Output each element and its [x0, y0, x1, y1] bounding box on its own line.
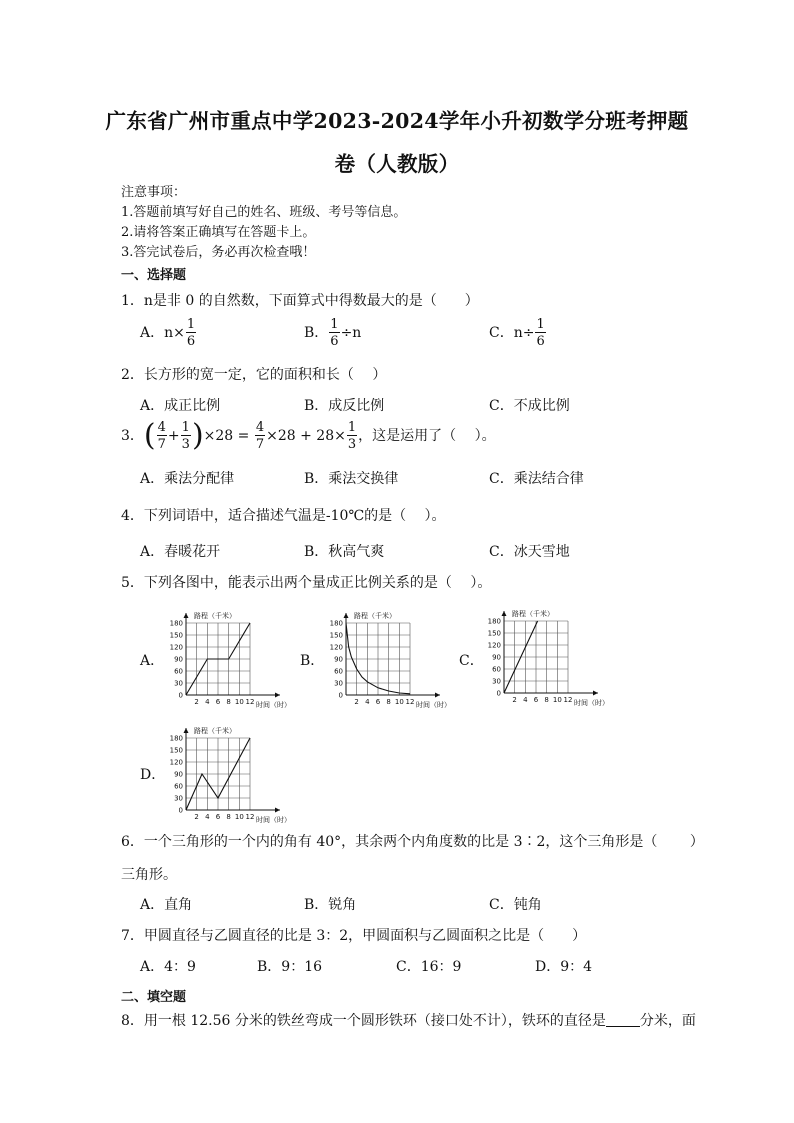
x-tick-label: 4 [365, 698, 370, 706]
q7-option-b: B．9：16 [257, 959, 323, 975]
y-tick-label: 180 [169, 734, 183, 743]
x-tick-label: 12 [563, 696, 573, 704]
x-tick-label: 6 [375, 698, 381, 706]
q1-option-a: A．n× $\frac{1}{6}$ [140, 317, 196, 349]
y-axis-title: 路程（千米） [194, 612, 236, 620]
q6-stem-cont: 三角形。 [121, 867, 177, 883]
x-tick-label: 6 [215, 813, 221, 821]
y-axis-arrow [344, 613, 349, 618]
q1-stem: 1．n是非 0 的自然数，下面算式中得数最大的是（ ） [121, 293, 479, 309]
q6-option-a: A．直角 [140, 897, 193, 913]
x-tick-label: 12 [245, 813, 255, 821]
x-tick-label: 12 [405, 698, 415, 706]
x-tick-label: 10 [234, 813, 244, 821]
y-axis-title: 路程（千米） [354, 612, 396, 620]
x-tick-label: 4 [523, 696, 528, 704]
notice-item-3: 3.答完试卷后，务必再次检查哦！ [121, 245, 316, 260]
y-tick-label: 0 [496, 689, 501, 698]
q8-stem: 8．用一根 12.56 分米的铁丝弯成一个圆形铁环（接口处不计），铁环的直径是 分米，面 [121, 1013, 696, 1029]
x-tick-label: 6 [215, 698, 221, 706]
x-axis-arrow [435, 693, 440, 698]
y-tick-label: 180 [329, 619, 343, 628]
x-tick-label: 2 [512, 696, 517, 704]
x-tick-label: 10 [234, 698, 244, 706]
y-tick-label: 0 [338, 691, 343, 700]
x-tick-label: 4 [205, 813, 210, 821]
q6-stem: 6．一个三角形的一个内的角有 40°，其余两个内角度数的比是 3∶2，这个三角形是（ ） [121, 834, 704, 850]
x-tick-label: 10 [394, 698, 404, 706]
x-axis-arrow [275, 808, 280, 813]
y-tick-label: 30 [174, 794, 183, 803]
q5-option-a-label: A． [140, 653, 165, 669]
x-tick-label: 12 [245, 698, 255, 706]
q5-option-c-label: C． [459, 653, 484, 669]
y-axis-arrow [184, 728, 189, 733]
y-tick-label: 180 [169, 619, 183, 628]
x-tick-label: 2 [194, 813, 199, 821]
notice-item-1: 1.答题前填写好自己的姓名、班级、考号等信息。 [121, 205, 407, 220]
q7-stem: 7．甲圆直径与乙圆直径的比是 3：2，甲圆面积与乙圆面积之比是（ ） [121, 928, 587, 944]
chart-a [160, 605, 300, 713]
y-tick-label: 90 [334, 655, 343, 664]
q7-option-a: A．4：9 [140, 959, 196, 975]
q6-option-c: C．钝角 [489, 897, 542, 913]
x-axis-title: 时间（时） [256, 816, 291, 824]
chart-c [478, 603, 618, 711]
y-tick-label: 0 [178, 691, 183, 700]
q3-stem: 3．( $\frac{4}{7}$ + $\frac{1}{3}$ )×28 = $\frac{4}{7}$ ×28 + 28× $\frac{1}{3}$ ，这是运用了（ ）。 [121, 418, 496, 453]
x-tick-label: 8 [226, 813, 231, 821]
y-tick-label: 90 [174, 770, 183, 779]
q4-option-a: A．春暖花开 [140, 544, 221, 560]
q2-option-c: C．不成比例 [489, 398, 570, 414]
x-axis-arrow [275, 693, 280, 698]
fraction: $\frac{1}{6}$ [186, 317, 196, 349]
fraction: $\frac{1}{3}$ [347, 420, 357, 452]
y-tick-label: 120 [329, 643, 343, 652]
x-axis-arrow [593, 691, 598, 696]
notice-item-2: 2.请将答案正确填写在答题卡上。 [121, 225, 316, 240]
answer-blank [606, 1012, 640, 1027]
q1-option-c: C．n÷ $\frac{1}{6}$ [489, 317, 545, 349]
fraction: $\frac{4}{7}$ [157, 420, 166, 452]
q4-option-c: C．冰天雪地 [489, 544, 570, 560]
y-tick-label: 150 [169, 631, 183, 640]
x-axis-title: 时间（时） [256, 701, 291, 709]
x-tick-label: 2 [354, 698, 359, 706]
y-tick-label: 30 [174, 679, 183, 688]
q3-option-c: C．乘法结合律 [489, 471, 584, 487]
y-tick-label: 150 [487, 629, 501, 638]
x-axis-title: 时间（时） [574, 699, 609, 707]
q7-option-c: C．16：9 [396, 959, 462, 975]
section-2-heading: 二、填空题 [121, 990, 187, 1005]
y-tick-label: 90 [492, 653, 501, 662]
q3-option-b: B．乘法交换律 [304, 471, 399, 487]
y-tick-label: 120 [169, 643, 183, 652]
x-tick-label: 2 [194, 698, 199, 706]
chart-b [320, 605, 460, 713]
q4-stem: 4．下列词语中，适合描述气温是-10℃的是（ ）。 [121, 508, 446, 524]
y-tick-label: 150 [169, 746, 183, 755]
y-tick-label: 150 [329, 631, 343, 640]
y-axis-title: 路程（千米） [512, 610, 554, 618]
y-tick-label: 60 [174, 667, 183, 676]
exam-title-line2: 卷（人教版） [334, 152, 460, 176]
x-tick-label: 8 [386, 698, 391, 706]
q2-stem: 2．长方形的宽一定，它的面积和长（ ） [121, 367, 387, 383]
q5-stem: 5．下列各图中，能表示出两个量成正比例关系的是（ ）。 [121, 575, 492, 591]
fraction: $\frac{1}{3}$ [181, 420, 190, 452]
y-tick-label: 180 [487, 617, 501, 626]
y-axis-arrow [502, 611, 507, 616]
y-tick-label: 60 [492, 665, 501, 674]
y-tick-label: 30 [334, 679, 343, 688]
y-tick-label: 60 [334, 667, 343, 676]
section-1-heading: 一、选择题 [121, 268, 187, 283]
y-axis-title: 路程（千米） [194, 727, 236, 735]
y-tick-label: 120 [169, 758, 183, 767]
x-axis-title: 时间（时） [416, 701, 451, 709]
q5-option-b-label: B． [300, 653, 325, 669]
notice-heading: 注意事项： [121, 185, 187, 200]
q3-option-a: A．乘法分配律 [140, 471, 235, 487]
fraction: $\frac{1}{6}$ [536, 317, 545, 349]
q6-option-b: B．锐角 [304, 897, 357, 913]
y-tick-label: 30 [492, 677, 501, 686]
y-tick-label: 0 [178, 806, 183, 815]
y-axis-arrow [184, 613, 189, 618]
q5-option-d-label: D． [140, 767, 166, 783]
fraction: $\frac{4}{7}$ [255, 420, 265, 452]
y-tick-label: 60 [174, 782, 183, 791]
y-tick-label: 90 [174, 655, 183, 664]
q2-option-a: A．成正比例 [140, 398, 221, 414]
fraction: $\frac{1}{6}$ [330, 317, 339, 349]
q1-option-b: B． $\frac{1}{6}$ ÷n [304, 317, 362, 349]
y-tick-label: 120 [487, 641, 501, 650]
x-tick-label: 4 [205, 698, 210, 706]
x-tick-label: 6 [533, 696, 539, 704]
exam-title-line1: 广东省广州市重点中学2023-2024学年小升初数学分班考押题 [105, 109, 689, 133]
chart-d [160, 720, 300, 828]
q4-option-b: B．秋高气爽 [304, 544, 385, 560]
q2-option-b: B．成反比例 [304, 398, 385, 414]
x-tick-label: 8 [544, 696, 549, 704]
q7-option-d: D．9：4 [535, 959, 593, 975]
x-tick-label: 10 [552, 696, 562, 704]
x-tick-label: 8 [226, 698, 231, 706]
